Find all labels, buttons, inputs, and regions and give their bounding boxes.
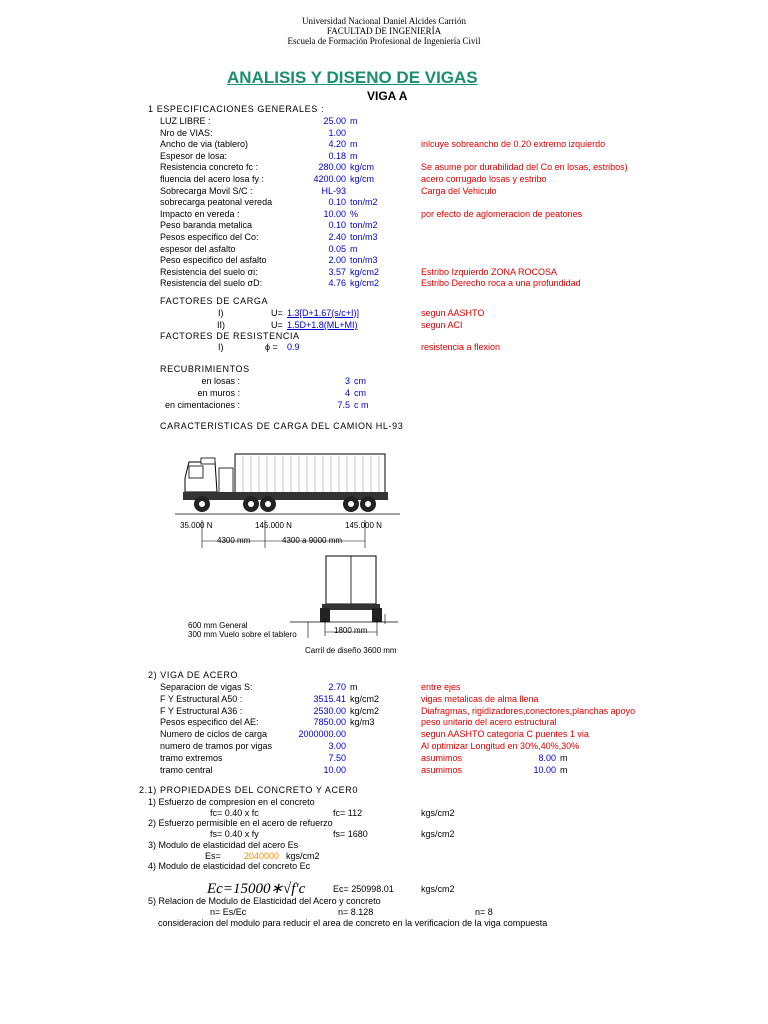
spec-label: Sobrecarga Movil S/C : [160,185,253,196]
section21-heading: 2.1) PROPIEDADES DEL CONCRETO Y ACER0 [139,785,358,795]
ec-formula: Ec=15000∗√f'c [207,881,306,897]
esfuerzo-permisible-label: 2) Esfuerzo permisible en el acero de refuerzo [148,818,333,828]
spec-unit: kg/cm [350,174,375,184]
fc-value: fc= 112 [333,808,363,818]
n-rounded: n= 8 [475,907,493,917]
spec-label: Resistencia del suelo σD: [160,278,263,289]
fc-formula: fc= 0.40 x fc [210,808,259,818]
fs-value: fs= 1680 [333,829,368,839]
spec-value: 25.00 [323,116,346,126]
viga-note: asumimos [421,752,463,763]
camion-heading: CARACTERISTICAS DE CARGA DEL CAMION HL-93 [160,421,404,431]
load-front: 35.000 N [180,521,213,530]
rear-label-vuelo: 300 mm Vuelo sobre el tablero [188,630,297,639]
n-formula: n= Es/Ec [210,907,247,917]
viga-assumed-value: 8.00 [538,752,556,763]
spec-label: espesor del asfalto [160,243,236,254]
viga-note: Al optimizar Longitud en 30%,40%,30% [421,741,580,751]
esfuerzo-compresion-label: 1) Esfuerzo de compresion en el concreto [148,797,315,807]
viga-note: vigas metalicas de alma llena [421,693,539,704]
spec-label: Peso especifico del asfalto [160,255,267,266]
page-title: ANALISIS Y DISENO DE VIGAS [227,68,478,87]
spec-unit: m [350,243,358,254]
spec-label: Ancho de via (tablero) [160,139,249,150]
rear-label-general: 600 mm General [188,621,248,630]
dim-axle-2: 4300 a 9000 mm [282,536,343,545]
spec-note: Estribo Izquierdo ZONA ROCOSA [421,266,558,277]
viga-unit: kg/cm2 [350,705,380,716]
phi-value: 0.9 [287,342,300,352]
factores-resistencia-heading: FACTORES DE RESISTENCIA [160,331,300,341]
factor-i-formula: 1.3[D+1.67(s/c+I)] [287,308,360,318]
spec-label: Resistencia del suelo σi: [160,266,258,277]
res-note: resistencia a flexion [421,342,501,352]
spec-value: 0.10 [328,197,346,208]
factor-ii-label: II) [217,320,225,330]
spec-value: 3.57 [328,266,346,277]
relacion-modulo-label: 5) Relacion de Modulo de Elasticidad del Acero y concreto [148,896,381,906]
spec-value: 2.00 [328,255,346,266]
load-middle: 145.000 N [255,521,292,530]
spec-value: 2.40 [328,232,346,242]
viga-label: numero de tramos por vigas [160,741,273,751]
viga-assumed-unit: m [560,764,568,775]
viga-note: entre ejes [421,682,461,692]
spec-note: Carga del Vehiculo [421,185,497,196]
spec-note: por efecto de aglomeracion de peatones [421,208,583,219]
spec-unit: ton/m2 [350,197,378,208]
page-subtitle: VIGA A [367,89,408,103]
viga-note: Diafragmas, rigidizadores,conectores,planchas apoyo [421,705,636,716]
viga-assumed-value: 10.00 [533,764,556,775]
factor-ii-note: segun ACI [421,320,463,330]
factor-ii-formula: 1.5D+1.8(ML+MI) [287,320,358,330]
recub-unit: cm [354,376,366,386]
viga-label: tramo extremos [160,752,223,763]
load-rear: 145.000 N [345,521,382,530]
spec-value: 0.10 [328,220,346,231]
spec-unit: kg/cm2 [350,278,380,289]
viga-assumed-unit: m [560,752,568,763]
n-value: n= 8.128 [338,907,374,917]
res-label: I) [218,342,224,352]
viga-note: segun AASHTO categoria C puentes 1 via [421,729,589,740]
spec-unit: m [350,150,358,161]
spec-value: 1.00 [328,127,346,138]
spec-label: sobrecarga peatonal vereda [160,197,273,208]
section2-heading: 2) VIGA DE ACERO [148,670,239,680]
spec-note: acero corrugado losas y estribo [421,174,547,184]
spec-label: Pesos especifico del Co: [160,232,259,242]
spec-label: Peso baranda metalica [160,220,253,231]
spec-label: Impacto en vereda : [160,208,240,219]
spec-value: 4.20 [328,139,346,150]
spec-label: Espesor de losa: [160,150,228,161]
spec-label: LUZ LIBRE : [160,116,211,126]
rear-label-carril: Carril de diseño 3600 mm [305,646,397,655]
factor-i-label: I) [218,308,224,318]
viga-value: 7850.00 [313,717,346,728]
spec-note: Se asume por durabilidad del Co en losas, estribos) [421,162,628,173]
recub-label: en muros : [197,387,240,398]
phi-symbol: ϕ = [265,342,278,352]
spec-unit: ton/m3 [350,232,378,242]
viga-note: peso unitario del acero estructural [421,717,557,728]
spec-value: 280.00 [318,162,346,173]
fs-formula: fs= 0.40 x fy [210,829,259,839]
viga-value: 7.50 [328,752,346,763]
recub-value: 7.5 [337,399,350,410]
spec-value: 0.05 [328,243,346,254]
viga-unit: kg/m3 [350,717,375,728]
consideracion-note: consideracion del modulo para reducir el area de concreto en la verificacion de la viga compuesta [158,918,548,928]
fc-unit: kgs/cm2 [421,808,455,818]
spec-unit: m [350,116,358,126]
viga-note: asumimos [421,764,463,775]
viga-unit: kg/cm2 [350,693,380,704]
viga-label: tramo central [160,764,213,775]
spec-note: Estribo Derecho roca a una profundidad [421,278,581,289]
rear-label-1800: 1800 mm [334,626,368,635]
spec-unit: kg/cm2 [350,266,380,277]
spec-unit: ton/m3 [350,255,378,266]
factores-carga-heading: FACTORES DE CARGA [160,296,269,306]
viga-label: F Y Estructural A36 : [160,705,243,716]
spec-label: fluencia del acero losa fy : [160,174,265,184]
faculty-name: FACULTAD DE INGENIERÍA [326,26,442,36]
spec-label: Nro de VIAS: [160,127,213,138]
recub-value: 3 [344,376,350,386]
spec-value: 0.18 [328,150,346,161]
viga-value: 2.70 [328,682,346,692]
es-unit: kgs/cm2 [286,851,320,861]
spec-unit: m [350,139,358,150]
viga-value: 3.00 [328,741,346,751]
recub-value: 4 [344,387,350,398]
spec-value: 10.00 [323,208,346,219]
ec-unit: kgs/cm2 [421,884,455,894]
modulo-acero-label: 3) Modulo de elasticidad del acero Es [148,840,299,850]
viga-value: 3515.41 [313,693,346,704]
section1-heading: 1 ESPECIFICACIONES GENERALES : [148,104,325,114]
es-label: Es= [205,851,221,861]
university-name: Universidad Nacional Daniel Alcides Carrión [302,16,466,26]
viga-label: F Y Estructural A50 : [160,693,243,704]
viga-value: 10.00 [323,764,346,775]
truck-side-diagram [175,448,400,548]
factor-i-note: segun AASHTO [421,308,485,318]
viga-label: Pesos especifico del AE: [160,717,259,728]
spec-unit: kg/cm [350,162,375,173]
viga-value: 2530.00 [313,705,346,716]
spec-unit: ton/m2 [350,220,378,231]
ec-value: Ec= 250998.01 [333,884,394,894]
spec-unit: % [350,208,359,219]
viga-label: Separacion de vigas S: [160,682,253,692]
spec-value: 4200.00 [313,174,346,184]
spec-value: HL-93 [321,185,346,196]
viga-unit: m [350,682,358,692]
school-name: Escuela de Formación Profesional de Ingeniería Civil [287,36,481,46]
recub-label: en cimentaciones : [164,399,240,410]
spec-value: 4.76 [328,278,346,289]
factor-ii-u: U= [271,320,283,330]
es-value: 2040000 [244,851,280,861]
dim-axle-1: 4300 mm [217,536,251,545]
modulo-concreto-label: 4) Modulo de elasticidad del concreto Ec [148,861,311,871]
factor-i-u: U= [271,308,283,318]
fs-unit: kgs/cm2 [421,829,455,839]
recub-label: en losas : [201,376,240,386]
viga-label: Numero de ciclos de carga [160,729,268,740]
spec-note: inlcuye sobreancho de 0.20 extremo izquierdo [421,139,606,150]
recub-heading: RECUBRIMIENTOS [160,364,250,374]
viga-value: 2000000.00 [298,729,346,740]
recub-unit: cm [354,387,366,398]
recub-unit: c m [354,399,369,410]
spec-label: Resistencia concreto fc : [160,162,259,173]
